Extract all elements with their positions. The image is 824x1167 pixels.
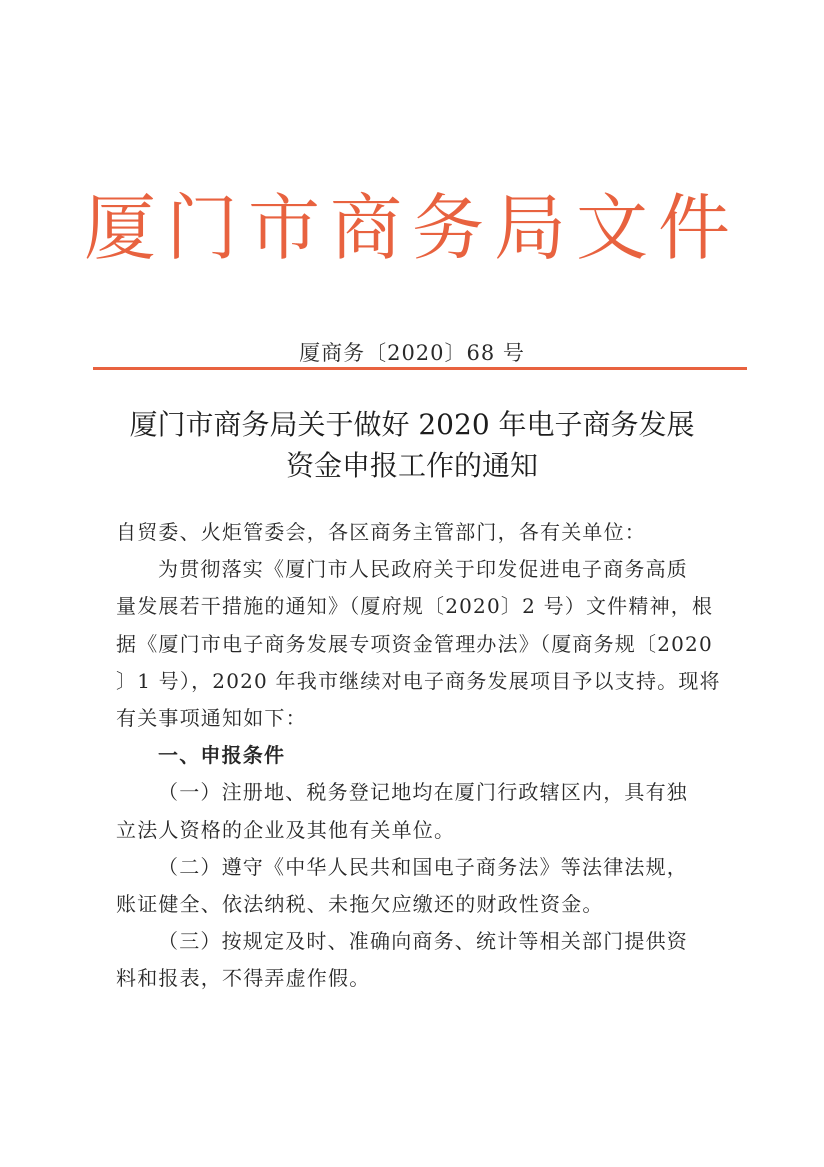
intro-line: 据《厦门市电子商务发展专项资金管理办法》（厦商务规〔2020 [116,631,713,656]
condition-item-2-line: 账证健全、依法纳税、未拖欠应缴还的财政性资金。 [116,891,604,916]
condition-item-3-line: （三）按规定及时、准确向商务、统计等相关部门提供资 [158,929,688,954]
intro-line: 〕1 号），2020 年我市继续对电子商务发展项目予以支持。现将 [116,668,721,693]
condition-item-1-line: 立法人资格的企业及其他有关单位。 [116,817,456,842]
condition-item-2-line: （二）遵守《中华人民共和国电子商务法》等法律法规， [158,854,688,879]
intro-line: 为贯彻落实《厦门市人民政府关于印发促进电子商务高质 [158,557,688,582]
notice-title-line-1: 厦门市商务局关于做好 2020 年电子商务发展 [129,408,695,441]
section-heading-conditions: 一、申报条件 [158,743,286,768]
condition-item-3-line: 料和报表，不得弄虚作假。 [116,966,371,991]
notice-title [0,404,824,486]
addressee-line: 自贸委、火炬管委会，各区商务主管部门，各有关单位： [116,520,646,544]
intro-line: 有关事项通知如下： [116,705,307,730]
document-header-title: 厦门市商务局文件 [83,186,740,270]
notice-body [116,514,728,997]
notice-title-line-2: 资金申报工作的通知 [285,449,538,482]
document-number: 厦商务〔2020〕68 号 [299,341,525,365]
condition-item-1-line: （一）注册地、税务登记地均在厦门行政辖区内，具有独 [158,780,688,805]
intro-line: 量发展若干措施的通知》（厦府规〔2020〕2 号）文件精神，根 [116,594,714,619]
header-divider [93,367,747,370]
